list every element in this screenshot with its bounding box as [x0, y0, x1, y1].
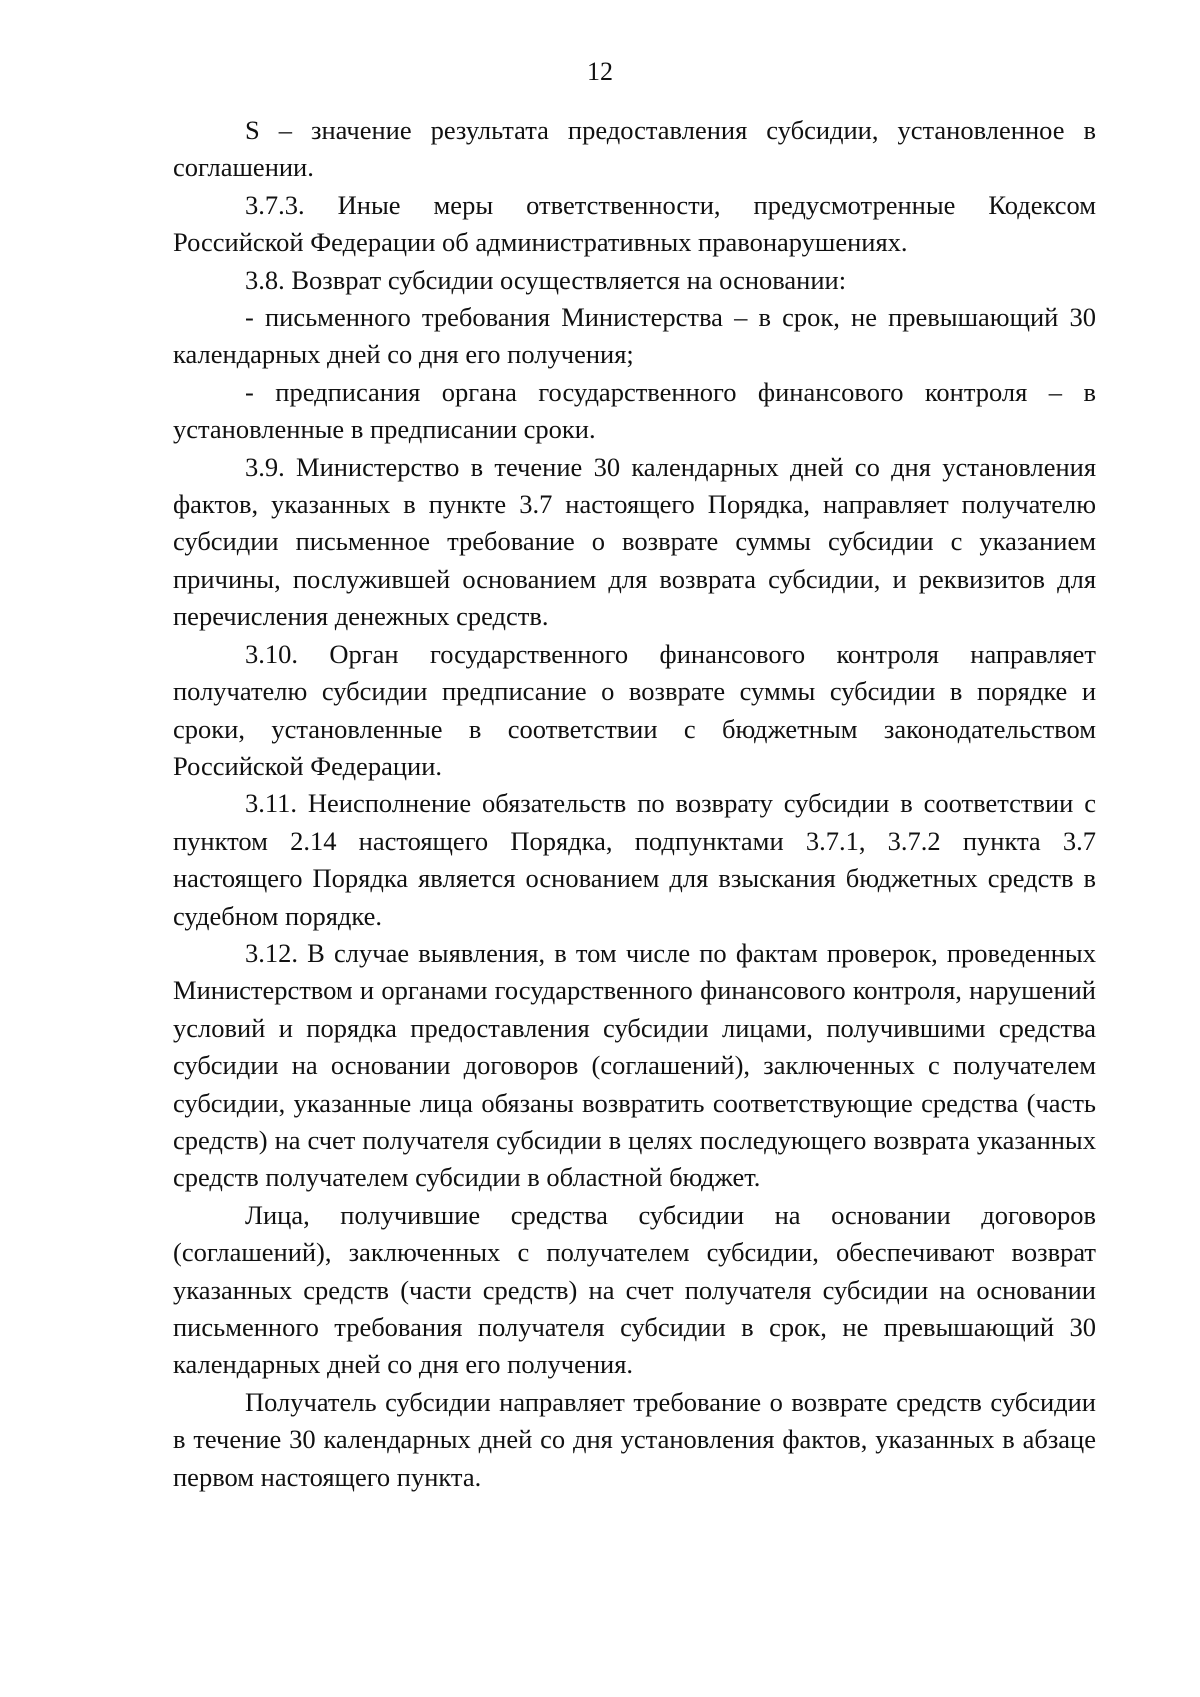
paragraph-line: контроля, нарушений условий и порядка предоставления субсидии лицами,: [173, 975, 1096, 1043]
paragraph-line: направляет получателю субсидии письменное требование о возврате: [173, 489, 1097, 557]
paragraph-line: возврат указанных средств (части средств) на счет получателя субсидии: [173, 1237, 1097, 1305]
paragraph-line: не превышающий 30 календарных дней со дня его получения.: [173, 1312, 1096, 1380]
paragraph-line: 30 календарных дней со дня его получения;: [173, 302, 1097, 370]
paragraph: [173, 935, 1096, 1197]
paragraph: [173, 262, 1096, 299]
paragraph-line: получателю субсидии предписание о возврате суммы субсидии в порядке: [173, 676, 1068, 707]
paragraph-line: Лица, получившие средства субсидии на основании договоров: [245, 1199, 1096, 1230]
paragraph: [173, 785, 1096, 935]
paragraph-line: 3.11. Неисполнение обязательств по возврату субсидии в: [245, 788, 913, 819]
paragraph: [173, 449, 1096, 636]
paragraph: [173, 374, 1096, 449]
paragraph-line: Российской Федерации.: [173, 750, 442, 781]
paragraph-line: соответствующие средства (часть средств) на счет получателя субсидии: [173, 1087, 1096, 1155]
paragraph-line: на основании письменного требования получателя субсидии в срок,: [173, 1274, 1096, 1342]
paragraph-line: в установленные в предписании сроки.: [173, 376, 1097, 445]
paragraph-line: 3.10. Орган государственного финансового контроля направляет: [245, 638, 1096, 669]
paragraph-line: возврата субсидии, и реквизитов для перечисления денежных средств.: [173, 563, 1097, 632]
paragraph-line: и сроки, установленные в соответствии с бюджетным законодательством: [173, 676, 1097, 744]
paragraph-line: установления фактов, указанных в пункте 3.7 настоящего Порядка,: [173, 451, 1097, 520]
paragraph-line: суммы субсидии с указанием причины, послужившей основанием для: [173, 526, 1097, 594]
paragraph-line: пункта 3.7 настоящего Порядка является основанием для взыскания: [173, 825, 1096, 894]
paragraph-line: указанных в абзаце первом настоящего пункта.: [173, 1424, 1096, 1492]
paragraph-line: Получатель субсидии направляет требование о возврате средств: [245, 1386, 982, 1417]
page-number: 12: [587, 57, 613, 86]
paragraph-line: бюджетных средств в судебном порядке.: [173, 863, 1096, 931]
paragraph-line: проведенных Министерством и органами государственного финансового: [173, 937, 1096, 1006]
paragraph-line: получившими средства субсидии на основании договоров (соглашений),: [173, 1012, 1097, 1081]
paragraph-line: 3.12. В случае выявления, в том числе по фактам проверок,: [245, 937, 938, 968]
paragraph-line: заключенных с получателем субсидии, указанные лица обязаны возвратить: [173, 1050, 1097, 1118]
paragraph-line: 3.8. Возврат субсидии осуществляется на основании:: [245, 264, 847, 295]
paragraph: [173, 1197, 1096, 1384]
paragraph-line: Российской Федерации об административных правонарушениях.: [173, 227, 908, 258]
paragraph: [173, 112, 1096, 187]
paragraph-line: в целях последующего возврата указанных средств получателем субсидии: [173, 1124, 1096, 1193]
paragraph-line: соответствии с пунктом 2.14 настоящего Порядка, подпунктами 3.7.1, 3.7.2: [173, 788, 1097, 856]
paragraph: [173, 1384, 1096, 1496]
paragraph: [173, 636, 1096, 786]
paragraph-line: S – значение результата предоставления субсидии, установленное: [245, 115, 1065, 145]
paragraph-line: (соглашений), заключенных с получателем субсидии, обеспечивают: [173, 1237, 995, 1268]
paragraph-line: - предписания органа государственного финансового контроля –: [245, 376, 1063, 407]
document-body: [173, 112, 1096, 1496]
paragraph-line: в областной бюджет.: [527, 1162, 761, 1193]
paragraph-line: - письменного требования Министерства – в срок, не превышающий: [245, 302, 1059, 333]
paragraph-line: 3.9. Министерство в течение 30 календарных дней со дня: [245, 451, 931, 482]
paragraph: [173, 299, 1096, 374]
paragraph-line: в соглашении.: [173, 115, 1096, 183]
paragraph-line: субсидии в течение 30 календарных дней со дня установления фактов,: [173, 1386, 1096, 1455]
paragraph-line: 3.7.3. Иные меры ответственности, предусмотренные Кодексом: [245, 189, 1096, 220]
paragraph: [173, 187, 1096, 262]
